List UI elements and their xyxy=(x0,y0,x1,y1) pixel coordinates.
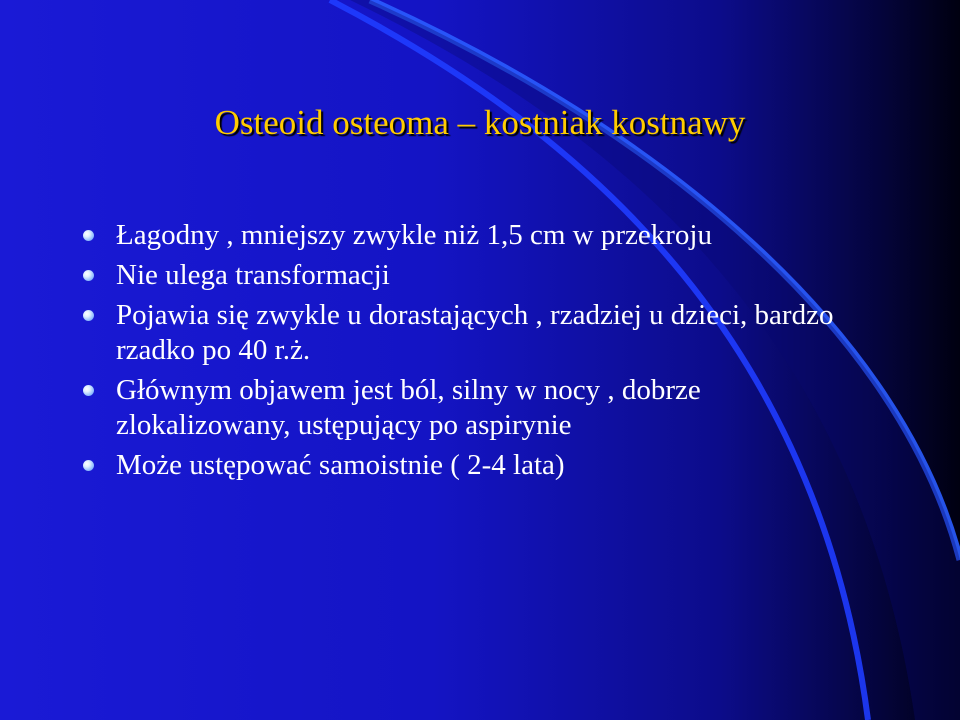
list-item xyxy=(82,448,882,483)
bullet-text: Głównym objawem jest ból, silny w nocy , dobrze zlokalizowany, ustępujący po aspirynie xyxy=(116,374,701,441)
bullet-dot-icon xyxy=(83,310,94,321)
bullet-dot-icon xyxy=(83,230,94,241)
bullet-text: Nie ulega transformacji xyxy=(116,259,390,291)
slide-title: Osteoid osteoma – kostniak kostnawy xyxy=(214,103,746,142)
bullet-dot-icon xyxy=(83,385,94,396)
list-item xyxy=(82,373,882,443)
bullet-text: Może ustępować samoistnie ( 2-4 lata) xyxy=(116,449,565,481)
bullet-dot-icon xyxy=(83,270,94,281)
list-item xyxy=(82,258,882,293)
list-item xyxy=(82,218,882,253)
bullet-text: Pojawia się zwykle u dorastających , rzadziej u dzieci, bardzo rzadko po 40 r.ż. xyxy=(116,299,834,366)
bullet-list xyxy=(82,218,882,488)
list-item xyxy=(82,298,882,368)
bullet-text: Łagodny , mniejszy zwykle niż 1,5 cm w przekroju xyxy=(116,219,712,251)
bullet-dot-icon xyxy=(83,460,94,471)
